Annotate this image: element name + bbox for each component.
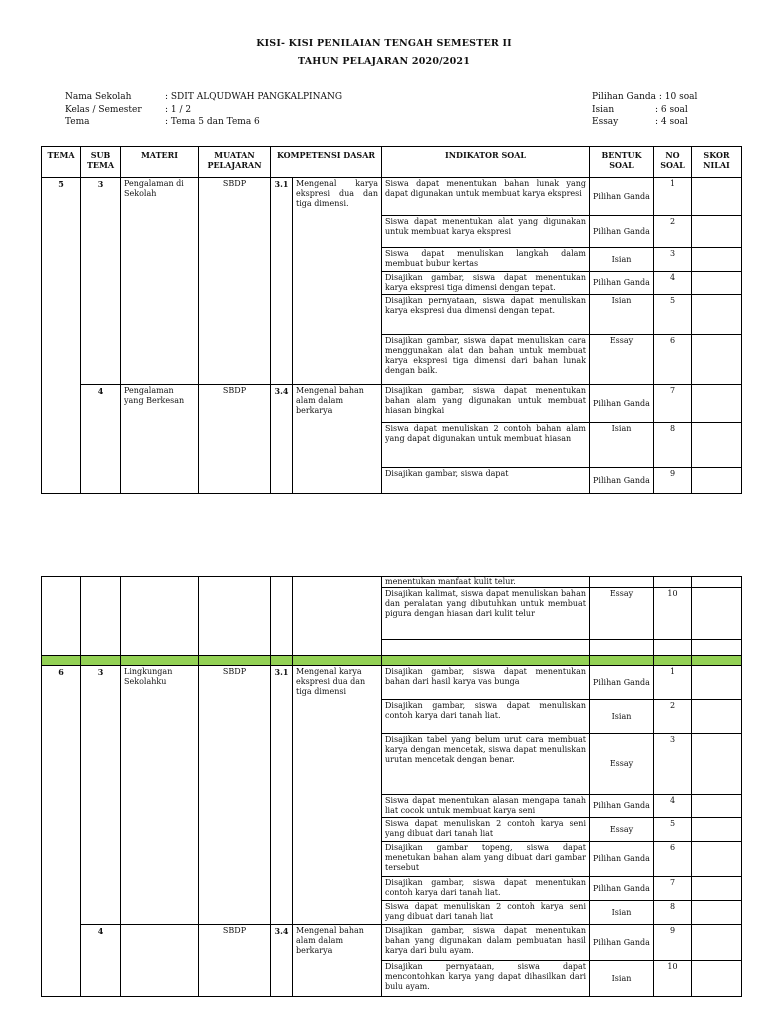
school-value: : SDIT ALQUDWAH PANGKALPINANG	[165, 92, 343, 102]
muatan-cell: SBDP	[199, 666, 271, 925]
isian-count-value: : 6 soal	[655, 104, 688, 115]
indikator-cell: Disajikan gambar, siswa dapat	[382, 468, 590, 494]
bentuk-cell: Pilihan Ganda	[590, 385, 654, 423]
skor-cell	[692, 961, 742, 997]
indikator-cell: Disajikan tabel yang belum urut cara membuat karya dengan mencetak, siswa dapat menuliskan urutan mencetak dengan benar.	[382, 734, 590, 795]
no-cell: 1	[654, 666, 692, 700]
bentuk-cell	[590, 640, 654, 656]
indikator-cell: Disajikan gambar topeng, siswa dapat menetukan bahan alam yang dibuat dari gambar tersebut	[382, 842, 590, 877]
skor-cell	[692, 178, 742, 216]
skor-cell	[692, 423, 742, 468]
indikator-cell: Disajikan gambar, siswa dapat menentukan bahan alam yang digunakan untuk membuat hiasan bingkai	[382, 385, 590, 423]
kd-number-cell: 3.4	[271, 925, 293, 997]
theme-value: : Tema 5 dan Tema 6	[165, 117, 260, 127]
header-kompetensi: KOMPETENSI DASAR	[271, 147, 382, 178]
indikator-cell: Siswa dapat menuliskan 2 contoh karya seni yang dibuat dari tanah liat	[382, 901, 590, 925]
bentuk-cell: Pilihan Ganda	[590, 925, 654, 961]
indikator-cell: Disajikan gambar, siswa dapat menentukan karya ekspresi tiga dimensi dengan tepat.	[382, 272, 590, 295]
blueprint-table-page1	[41, 146, 742, 494]
isian-count-label: Isian	[592, 104, 615, 115]
bentuk-cell: Pilihan Ganda	[590, 795, 654, 818]
bentuk-cell: Isian	[590, 961, 654, 997]
question-counts	[592, 91, 697, 129]
header-indikator: INDIKATOR SOAL	[382, 147, 590, 178]
bentuk-cell: Isian	[590, 248, 654, 272]
skor-cell	[692, 877, 742, 901]
bentuk-cell: Isian	[590, 700, 654, 734]
header-muatan: MUATAN PELAJARAN	[199, 147, 271, 178]
no-cell: 9	[654, 925, 692, 961]
no-cell: 10	[654, 588, 692, 640]
indikator-cell: Siswa dapat menuliskan 2 contoh karya seni yang dibuat dari tanah liat	[382, 818, 590, 842]
header-skor: SKOR NILAI	[692, 147, 742, 178]
muatan-cell: SBDP	[199, 925, 271, 997]
skor-cell	[692, 577, 742, 588]
section-divider	[42, 656, 742, 666]
indikator-cell: Disajikan pernyataan, siswa dapat mencontohkan karya yang dapat dihasilkan dari bulu ayam.	[382, 961, 590, 997]
bentuk-cell: Isian	[590, 295, 654, 335]
no-cell: 4	[654, 272, 692, 295]
academic-year: TAHUN PELAJARAN 2020/2021	[297, 56, 471, 67]
indikator-cell: Siswa dapat menuliskan langkah dalam membuat bubur kertas	[382, 248, 590, 272]
bentuk-cell: Pilihan Ganda	[590, 272, 654, 295]
no-cell: 6	[654, 335, 692, 385]
header-no: NO SOAL	[654, 147, 692, 178]
indikator-cell: Disajikan gambar, siswa dapat menuliskan cara menggunakan alat dan bahan untuk membuat karya ekspresi tiga dimensi dari bahan lunak dengan baik.	[382, 335, 590, 385]
indikator-cell: Siswa dapat menentukan alasan mengapa tanah liat cocok untuk membuat karya seni	[382, 795, 590, 818]
skor-cell	[692, 216, 742, 248]
skor-cell	[692, 795, 742, 818]
theme-label: Tema	[65, 117, 90, 127]
no-cell	[654, 577, 692, 588]
essay-count-value: : 4 soal	[655, 117, 688, 127]
kd-cell: Mengenal bahan alam dalam berkarya	[293, 925, 382, 997]
subtema-cell: 4	[81, 385, 121, 494]
skor-cell	[692, 700, 742, 734]
materi-cell: Lingkungan Sekolahku	[121, 666, 199, 925]
no-cell: 7	[654, 385, 692, 423]
indikator-cell: Disajikan gambar, siswa dapat menentukan contoh karya dari tanah liat.	[382, 877, 590, 901]
table-row	[42, 385, 742, 423]
kd-number-cell: 3.1	[271, 178, 293, 385]
muatan-cell: SBDP	[199, 178, 271, 385]
indikator-cell: menentukan manfaat kulit telur.	[382, 577, 590, 588]
no-cell: 3	[654, 734, 692, 795]
school-info	[65, 91, 342, 129]
skor-cell	[692, 666, 742, 700]
no-cell: 6	[654, 842, 692, 877]
skor-cell	[692, 588, 742, 640]
indikator-cell: Disajikan gambar, siswa dapat menentukan bahan yang digunakan dalam pembuatan hasil karya dari bulu ayam.	[382, 925, 590, 961]
pg-count-label: Pilihan Ganda	[592, 92, 656, 102]
skor-cell	[692, 335, 742, 385]
pg-count-value: : 10 soal	[658, 92, 698, 102]
header-tema: TEMA	[42, 147, 81, 178]
indikator-cell: Disajikan gambar, siswa dapat menentukan bahan dari hasil karya vas bunga	[382, 666, 590, 700]
no-cell: 9	[654, 468, 692, 494]
subtema-cell	[81, 577, 121, 656]
kd-cell: Mengenal bahan alam dalam berkarya	[293, 385, 382, 494]
class-label: Kelas / Semester	[65, 104, 142, 115]
skor-cell	[692, 295, 742, 335]
table-row	[42, 666, 742, 700]
bentuk-cell: Essay	[590, 588, 654, 640]
kd-number-cell	[271, 577, 293, 656]
bentuk-cell: Pilihan Ganda	[590, 842, 654, 877]
class-value: : 1 / 2	[165, 104, 192, 115]
subtema-cell: 3	[81, 178, 121, 385]
bentuk-cell: Isian	[590, 423, 654, 468]
no-cell: 5	[654, 295, 692, 335]
skor-cell	[692, 925, 742, 961]
skor-cell	[692, 842, 742, 877]
blueprint-table-page2	[41, 576, 742, 997]
bentuk-cell: Essay	[590, 335, 654, 385]
bentuk-cell: Pilihan Ganda	[590, 178, 654, 216]
materi-cell: Pengalaman yang Berkesan	[121, 385, 199, 494]
no-cell: 4	[654, 795, 692, 818]
kd-cell: Mengenal karya ekspresi dua dan tiga dimensi.	[293, 178, 382, 385]
indikator-cell	[382, 640, 590, 656]
table-row	[42, 925, 742, 961]
muatan-cell	[199, 577, 271, 656]
kd-number-cell: 3.1	[271, 666, 293, 925]
header-bentuk: BENTUK SOAL	[590, 147, 654, 178]
indikator-cell: Siswa dapat menentukan bahan lunak yang dapat digunakan untuk membuat karya ekspresi	[382, 178, 590, 216]
table-row	[42, 178, 742, 216]
indikator-cell: Disajikan gambar, siswa dapat menuliskan contoh karya dari tanah liat.	[382, 700, 590, 734]
header-subtema: SUB TEMA	[81, 147, 121, 178]
bentuk-cell: Pilihan Ganda	[590, 877, 654, 901]
materi-cell	[121, 577, 199, 656]
indikator-cell: Disajikan kalimat, siswa dapat menuliskan bahan dan peralatan yang dibutuhkan untuk membuat pigura dengan hiasan dari kulit telur	[382, 588, 590, 640]
skor-cell	[692, 640, 742, 656]
tema-cell: 6	[42, 666, 81, 997]
essay-count-label: Essay	[592, 117, 619, 127]
indikator-cell: Siswa dapat menentukan alat yang digunakan untuk membuat karya ekspresi	[382, 216, 590, 248]
skor-cell	[692, 734, 742, 795]
no-cell: 3	[654, 248, 692, 272]
no-cell: 1	[654, 178, 692, 216]
no-cell: 2	[654, 700, 692, 734]
materi-cell	[121, 925, 199, 997]
no-cell: 5	[654, 818, 692, 842]
skor-cell	[692, 901, 742, 925]
bentuk-cell: Isian	[590, 901, 654, 925]
no-cell: 7	[654, 877, 692, 901]
no-cell: 10	[654, 961, 692, 997]
kd-number-cell: 3.4	[271, 385, 293, 494]
bentuk-cell: Essay	[590, 818, 654, 842]
no-cell: 8	[654, 901, 692, 925]
no-cell	[654, 640, 692, 656]
no-cell: 8	[654, 423, 692, 468]
skor-cell	[692, 468, 742, 494]
materi-cell: Pengalaman di Sekolah	[121, 178, 199, 385]
tema-cell	[42, 577, 81, 656]
document-title: KISI- KISI PENILAIAN TENGAH SEMESTER II	[256, 38, 512, 49]
table-row	[42, 577, 742, 588]
skor-cell	[692, 248, 742, 272]
bentuk-cell: Essay	[590, 734, 654, 795]
no-cell: 2	[654, 216, 692, 248]
kd-cell	[293, 577, 382, 656]
skor-cell	[692, 818, 742, 842]
muatan-cell: SBDP	[199, 385, 271, 494]
header-materi: MATERI	[121, 147, 199, 178]
tema-cell: 5	[42, 178, 81, 494]
indikator-cell: Siswa dapat menuliskan 2 contoh bahan alam yang dapat digunakan untuk membuat hiasan	[382, 423, 590, 468]
skor-cell	[692, 385, 742, 423]
subtema-cell: 4	[81, 925, 121, 997]
bentuk-cell: Pilihan Ganda	[590, 468, 654, 494]
bentuk-cell	[590, 577, 654, 588]
table-header-row	[42, 147, 742, 178]
bentuk-cell: Pilihan Ganda	[590, 666, 654, 700]
skor-cell	[692, 272, 742, 295]
indikator-cell: Disajikan pernyataan, siswa dapat menuliskan karya ekspresi dua dimensi dengan tepat.	[382, 295, 590, 335]
bentuk-cell: Pilihan Ganda	[590, 216, 654, 248]
kd-cell: Mengenal karya ekspresi dua dan tiga dimensi	[293, 666, 382, 925]
subtema-cell: 3	[81, 666, 121, 925]
school-label: Nama Sekolah	[65, 92, 132, 102]
